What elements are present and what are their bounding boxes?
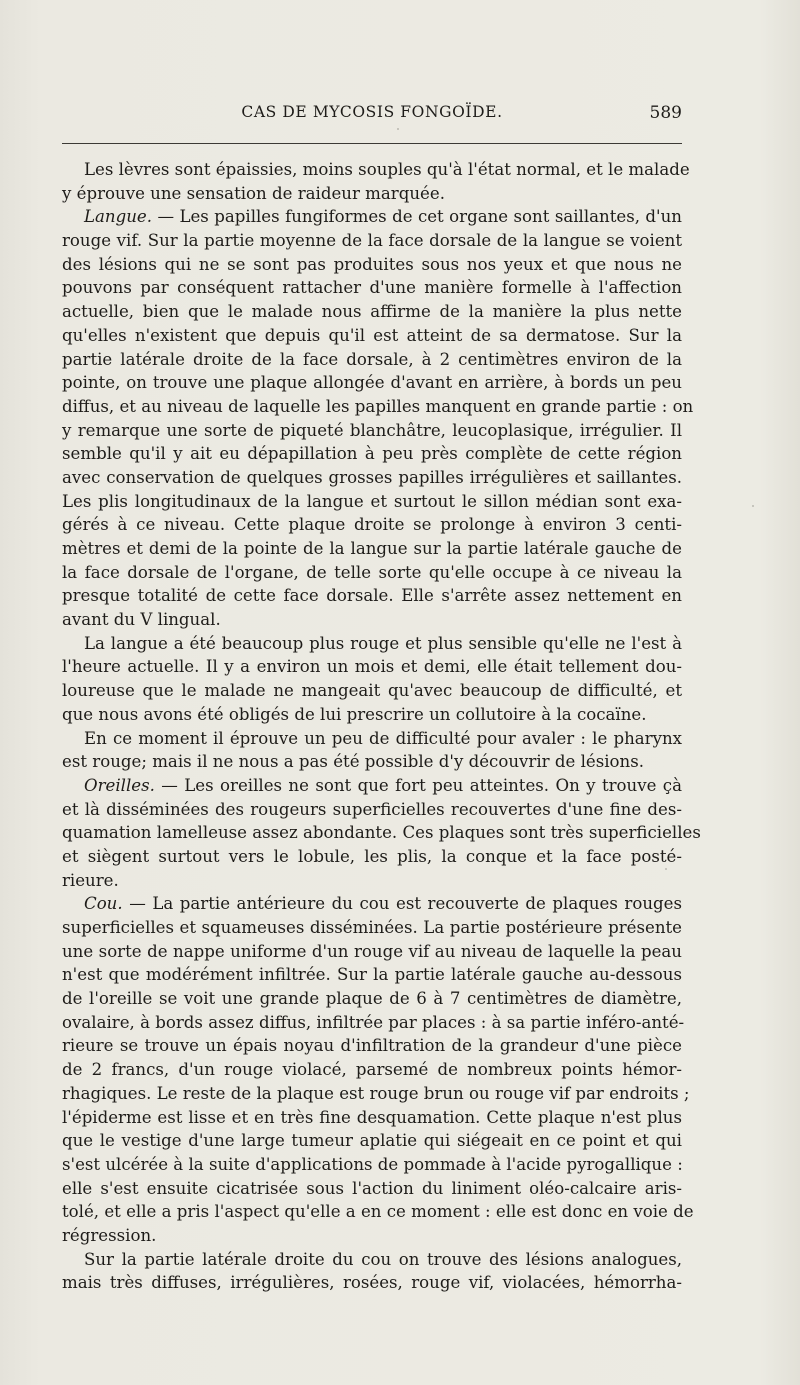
- body-text: [62, 158, 701, 1295]
- line-text: presque totalité de cette face dorsale. Elle s'arrête assez nettement en: [62, 586, 682, 606]
- line-text: de 2 francs, d'un rouge violacé, parsemé de nombreux points hémor-: [62, 1060, 682, 1080]
- text-line: [62, 300, 682, 324]
- text-line: [62, 324, 682, 348]
- text-line: [62, 513, 682, 537]
- text-line: [62, 205, 682, 229]
- line-text: régression.: [62, 1225, 157, 1245]
- line-text: y éprouve une sensation de raideur marquée.: [62, 183, 445, 203]
- text-line: [62, 466, 682, 490]
- line-text: ovalaire, à bords assez diffus, infiltrée par places : à sa partie inféro-anté-: [62, 1012, 685, 1032]
- text-line: [62, 276, 682, 300]
- text-line: [62, 158, 690, 182]
- line-text: Sur la partie latérale droite du cou on trouve des lésions analogues,: [84, 1249, 682, 1269]
- line-text: loureuse que le malade ne mangeait qu'avec beaucoup de difficulté, et: [62, 681, 682, 701]
- text-line: [62, 1106, 682, 1130]
- text-line: [62, 442, 682, 466]
- paper-speck: [397, 128, 399, 130]
- running-title: CAS DE MYCOSIS FONGOÏDE.: [241, 103, 503, 121]
- line-text: l'heure actuelle. Il y a environ un mois et demi, elle était tellement dou-: [62, 657, 682, 677]
- text-line: [62, 963, 682, 987]
- page-header: [62, 103, 682, 127]
- text-line: [62, 869, 682, 893]
- line-text: diffus, et au niveau de laquelle les papilles manquent en grande partie : on: [62, 396, 694, 416]
- line-text: qu'elles n'existent que depuis qu'il est atteint de sa dermatose. Sur la: [62, 325, 682, 345]
- section-heading: Langue.: [84, 207, 153, 227]
- line-text: des lésions qui ne se sont pas produites sous nos yeux et que nous ne: [62, 254, 682, 274]
- line-text: la face dorsale de l'organe, de telle sorte qu'elle occupe à ce niveau la: [62, 562, 682, 582]
- paper-speck: [752, 505, 754, 507]
- text-line: [62, 253, 682, 277]
- line-text: rouge vif. Sur la partie moyenne de la face dorsale de la langue se voient: [62, 231, 682, 251]
- text-line: [62, 561, 682, 585]
- line-text: y remarque une sorte de piqueté blanchâtre, leucoplasique, irrégulier. Il: [62, 420, 682, 440]
- text-line: [62, 655, 682, 679]
- header-rule: [62, 143, 682, 144]
- line-text: mètres et demi de la pointe de la langue sur la partie latérale gauche de: [62, 539, 682, 558]
- line-text: de l'oreille se voit une grande plaque de 6 à 7 centimètres de diamètre,: [62, 989, 682, 1009]
- line-text: rieure se trouve un épais noyau d'infiltration de la grandeur d'une pièce: [62, 1036, 682, 1056]
- line-text: gérés à ce niveau. Cette plaque droite se prolonge à environ 3 centi-: [62, 515, 682, 535]
- page-number: 589: [649, 103, 682, 123]
- text-line: [62, 1271, 682, 1295]
- text-line: [62, 845, 682, 869]
- line-text: que nous avons été obligés de lui prescrire un collutoire à la cocaïne.: [62, 704, 647, 724]
- line-text: superficielles et squameuses disséminées. La partie postérieure présente: [62, 918, 682, 937]
- text-line: [62, 750, 682, 774]
- line-text: s'est ulcérée à la suite d'applications de pommade à l'acide pyrogallique :: [62, 1154, 683, 1174]
- text-line: [62, 490, 682, 514]
- line-text: une sorte de nappe uniforme d'un rouge vif au niveau de laquelle la peau: [62, 941, 682, 961]
- line-text: et là disséminées des rougeurs superficielles recouvertes d'une fine des-: [62, 799, 682, 819]
- text-line: [62, 608, 682, 632]
- line-text: rhagiques. Le reste de la plaque est rouge brun ou rouge vif par endroits ;: [62, 1083, 690, 1103]
- text-line: [62, 1129, 682, 1153]
- text-line: [62, 229, 682, 253]
- line-text: avant du V lingual.: [62, 610, 221, 630]
- line-text: La langue a été beaucoup plus rouge et plus sensible qu'elle ne l'est à: [84, 633, 682, 653]
- text-line: [62, 1200, 694, 1224]
- text-line: [62, 774, 682, 798]
- text-line: [62, 1011, 685, 1035]
- text-line: [62, 632, 682, 656]
- line-text: mais très diffuses, irrégulières, rosées, rouge vif, violacées, hémorrha-: [62, 1273, 682, 1293]
- text-line: [62, 419, 682, 443]
- line-text: semble qu'il y ait eu dépapillation à peu près complète de cette région: [62, 444, 682, 464]
- text-line: [62, 679, 682, 703]
- text-line: [62, 987, 682, 1011]
- line-text: rieure.: [62, 870, 119, 890]
- line-text: pouvons par conséquent rattacher d'une manière formelle à l'affection: [62, 278, 682, 298]
- text-line: [62, 395, 694, 419]
- text-line: [62, 1224, 682, 1248]
- line-text: actuelle, bien que le malade nous affirme de la manière la plus nette: [62, 302, 682, 322]
- text-line: [62, 892, 682, 916]
- line-text: elle s'est ensuite cicatrisée sous l'action du liniment oléo-calcaire aris-: [62, 1178, 682, 1198]
- text-line: [62, 727, 682, 751]
- text-line: [62, 940, 682, 964]
- line-text: quamation lamelleuse assez abondante. Ces plaques sont très superficielles: [62, 823, 701, 843]
- text-line: [62, 584, 682, 608]
- line-text: est rouge; mais il ne nous a pas été possible d'y découvrir de lésions.: [62, 752, 644, 772]
- line-text: Les lèvres sont épaissies, moins souples qu'à l'état normal, et le malade: [84, 160, 690, 179]
- text-line: [62, 703, 682, 727]
- line-text: partie latérale droite de la face dorsale, à 2 centimètres environ de la: [62, 349, 682, 369]
- line-text: En ce moment il éprouve un peu de difficulté pour avaler : le pharynx: [84, 728, 682, 748]
- line-text: l'épiderme est lisse et en très fine desquamation. Cette plaque n'est plus: [62, 1107, 682, 1127]
- text-line: [62, 182, 682, 206]
- line-text: avec conservation de quelques grosses papilles irrégulières et saillantes.: [62, 467, 682, 487]
- text-line: [62, 1058, 682, 1082]
- line-text: et siègent surtout vers le lobule, les plis, la conque et la face posté-: [62, 846, 682, 866]
- text-line: [62, 1153, 682, 1177]
- text-line: [62, 821, 701, 845]
- section-heading: Cou.: [84, 894, 123, 914]
- line-text: — Les papilles fungiformes de cet organe sont saillantes, d'un: [152, 207, 682, 227]
- text-line: [62, 1034, 682, 1058]
- text-line: [62, 1248, 682, 1272]
- text-line: [62, 916, 682, 940]
- text-line: [62, 537, 682, 561]
- text-line: [62, 798, 682, 822]
- text-line: [62, 371, 682, 395]
- line-text: n'est que modérément infiltrée. Sur la partie latérale gauche au-dessous: [62, 965, 682, 985]
- line-text: — Les oreilles ne sont que fort peu atteintes. On y trouve çà: [154, 775, 682, 795]
- line-text: Les plis longitudinaux de la langue et surtout le sillon médian sont exa-: [62, 491, 682, 511]
- text-line: [62, 1177, 682, 1201]
- text-line: [62, 348, 682, 372]
- line-text: tolé, et elle a pris l'aspect qu'elle a en ce moment : elle est donc en voie de: [62, 1202, 694, 1222]
- line-text: que le vestige d'une large tumeur aplatie qui siégeait en ce point et qui: [62, 1131, 682, 1151]
- line-text: pointe, on trouve une plaque allongée d'avant en arrière, à bords un peu: [62, 373, 682, 393]
- line-text: — La partie antérieure du cou est recouverte de plaques rouges: [122, 894, 682, 914]
- section-heading: Oreilles.: [84, 775, 155, 795]
- text-line: [62, 1082, 690, 1106]
